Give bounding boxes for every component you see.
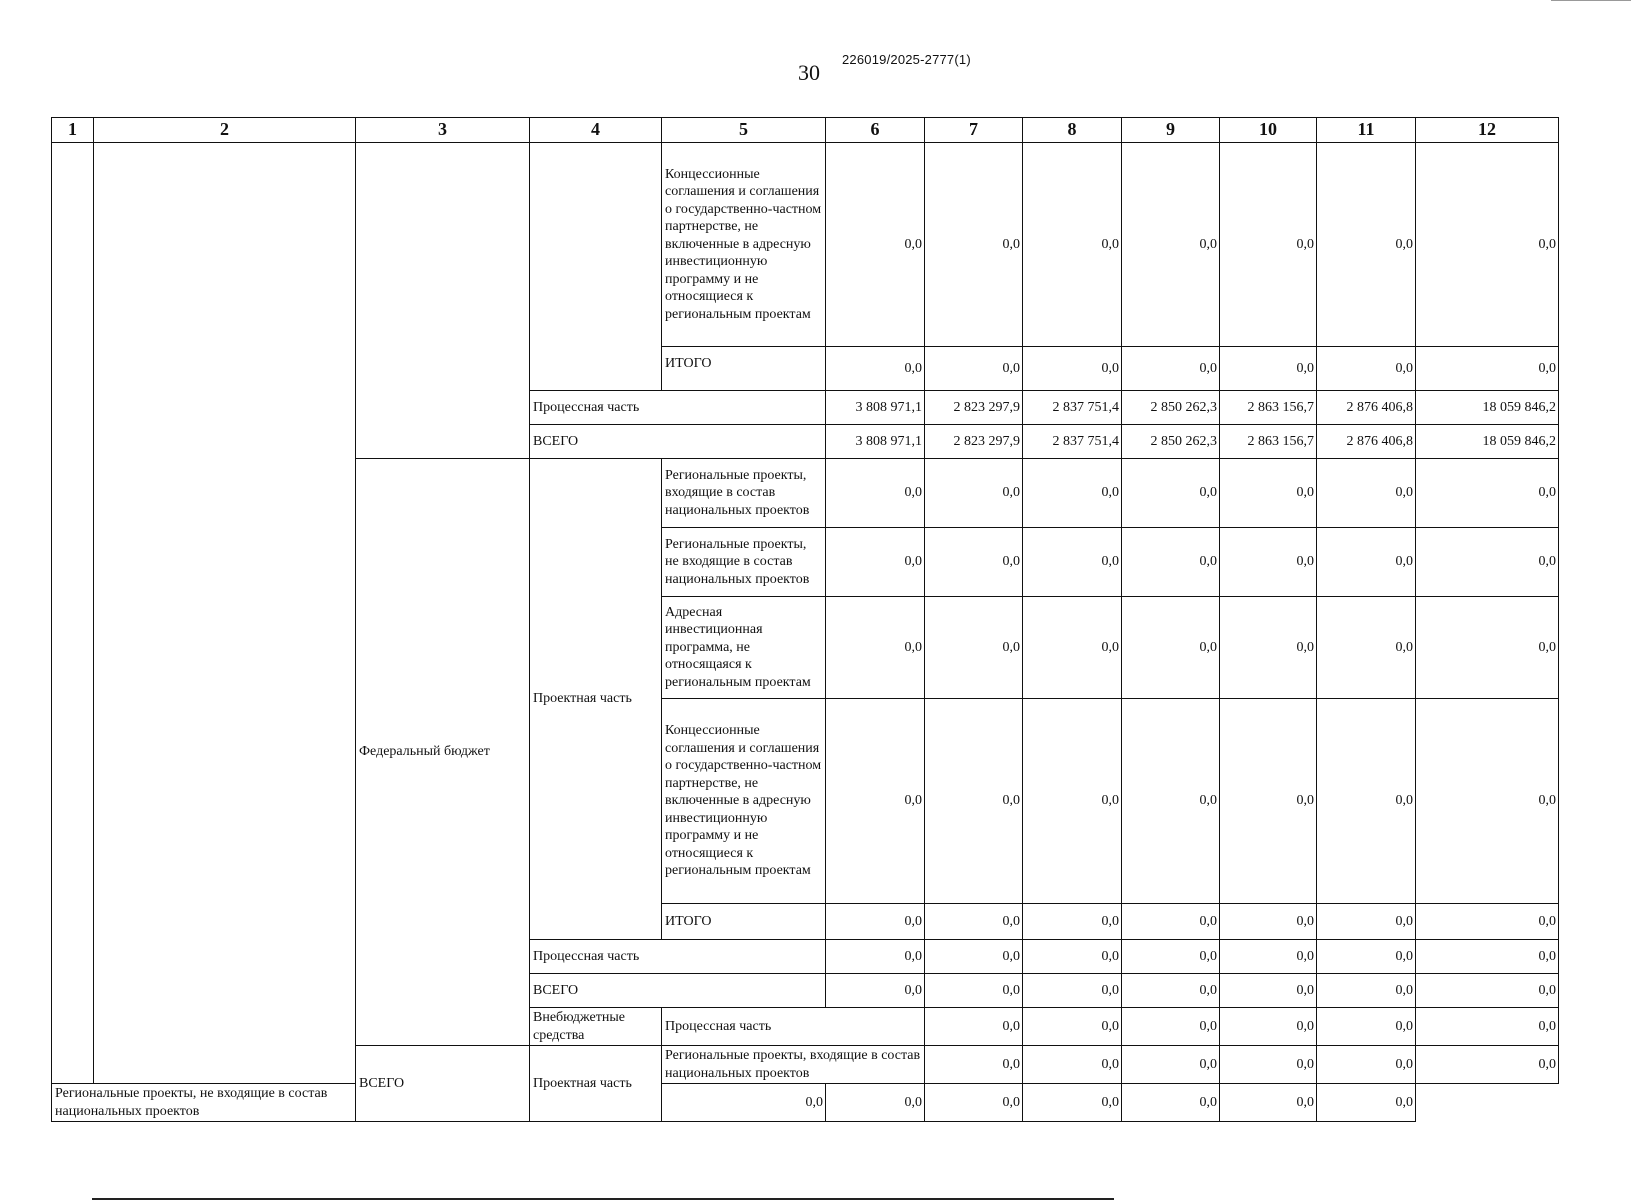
table-cell: 0,0: [925, 597, 1023, 699]
table-cell: 0,0: [826, 597, 925, 699]
table-cell: 0,0: [1122, 904, 1220, 940]
table-cell: 0,0: [1122, 974, 1220, 1008]
table-cell: 0,0: [1416, 904, 1559, 940]
table-cell: 18 059 846,2: [1416, 425, 1559, 459]
table-cell: 2 823 297,9: [925, 391, 1023, 425]
table-cell: 0,0: [1317, 974, 1416, 1008]
table-cell: 0,0: [1122, 940, 1220, 974]
table-cell: 2 863 156,7: [1220, 425, 1317, 459]
table-cell: 0,0: [925, 1084, 1023, 1122]
column-header: 2: [94, 118, 356, 143]
table-cell: 2 850 262,3: [1122, 391, 1220, 425]
table-cell: 0,0: [826, 904, 925, 940]
column-header: 9: [1122, 118, 1220, 143]
row-label: Адресная инвестиционная программа, не относящаяся к региональным проектам: [662, 597, 826, 699]
table-cell: 0,0: [1023, 347, 1122, 391]
table-cell: 2 850 262,3: [1122, 425, 1220, 459]
table-cell: 3 808 971,1: [826, 391, 925, 425]
table-cell: 0,0: [925, 143, 1023, 347]
table-cell: 0,0: [1416, 347, 1559, 391]
table-cell: 0,0: [1317, 699, 1416, 904]
table-cell: 0,0: [1317, 940, 1416, 974]
table-cell: 0,0: [1023, 459, 1122, 528]
table-cell: 2 876 406,8: [1317, 425, 1416, 459]
row-label: Региональные проекты, входящие в состав национальных проектов: [662, 1046, 925, 1084]
top-edge-line: [1551, 0, 1631, 1]
table-cell: 0,0: [1023, 699, 1122, 904]
table-cell: 0,0: [1416, 940, 1559, 974]
part-label: Проектная часть: [530, 459, 662, 940]
column-header: 12: [1416, 118, 1559, 143]
table-cell: 0,0: [1220, 940, 1317, 974]
table-cell: 0,0: [1023, 1084, 1122, 1122]
row-label: Процессная часть: [662, 1008, 925, 1046]
table-row: [52, 1084, 1559, 1122]
budget-table: [51, 117, 1559, 1122]
table-cell: 0,0: [1220, 597, 1317, 699]
table-cell: 0,0: [1220, 459, 1317, 528]
table-cell: 0,0: [1122, 1008, 1220, 1046]
row-label: Концессионные соглашения и соглашения о государственно-частном партнерстве, не включенные в адресную инвестиционную программу и не относящиеся к региональным проектам: [662, 699, 826, 904]
table-cell: 0,0: [1023, 528, 1122, 597]
table-cell: 0,0: [1220, 347, 1317, 391]
row-label: Региональные проекты, не входящие в состав национальных проектов: [52, 1084, 356, 1122]
document-id: 226019/2025-2777(1): [842, 52, 971, 67]
table-cell: 0,0: [1122, 699, 1220, 904]
table-cell: 0,0: [925, 1046, 1023, 1084]
table-cell: 0,0: [1317, 597, 1416, 699]
table-cell: 0,0: [826, 940, 925, 974]
table-cell: 0,0: [1220, 699, 1317, 904]
row-label: ВСЕГО: [530, 425, 826, 459]
table-cell: 0,0: [1317, 347, 1416, 391]
table-cell: 0,0: [1317, 1084, 1416, 1122]
table-cell: 0,0: [1023, 974, 1122, 1008]
table-cell: 0,0: [826, 143, 925, 347]
table-cell: 0,0: [1317, 1046, 1416, 1084]
total-label: ВСЕГО: [356, 1046, 530, 1122]
funding-source-label: Федеральный бюджет: [356, 459, 530, 1046]
table-cell: 0,0: [1122, 459, 1220, 528]
part-label: Проектная часть: [530, 1046, 662, 1122]
table-cell: 2 876 406,8: [1317, 391, 1416, 425]
cell-col2: [94, 143, 356, 1084]
table-cell: 0,0: [1416, 1008, 1559, 1046]
table-cell: 0,0: [826, 347, 925, 391]
table-cell: 0,0: [1317, 904, 1416, 940]
table-cell: 0,0: [1220, 1008, 1317, 1046]
table-cell: 0,0: [1122, 528, 1220, 597]
row-label: ИТОГО: [662, 904, 826, 940]
table-cell: 0,0: [826, 699, 925, 904]
table-cell: 3 808 971,1: [826, 425, 925, 459]
row-label: ИТОГО: [662, 347, 826, 391]
table-cell: 0,0: [925, 974, 1023, 1008]
table-cell: 0,0: [1122, 347, 1220, 391]
table-cell: 0,0: [826, 459, 925, 528]
column-header: 3: [356, 118, 530, 143]
table-cell: 0,0: [1122, 1046, 1220, 1084]
row-label: ВСЕГО: [530, 974, 826, 1008]
table-cell: 0,0: [1416, 974, 1559, 1008]
table-cell: 0,0: [1317, 1008, 1416, 1046]
column-header: 6: [826, 118, 925, 143]
table-cell: 0,0: [1317, 528, 1416, 597]
table-cell: 0,0: [1023, 1008, 1122, 1046]
row-label: Процессная часть: [530, 940, 826, 974]
table-cell: 0,0: [1416, 1046, 1559, 1084]
table-cell: 0,0: [1220, 1046, 1317, 1084]
table-cell: 0,0: [1023, 904, 1122, 940]
column-header: 1: [52, 118, 94, 143]
column-header: 7: [925, 118, 1023, 143]
table-cell: 0,0: [1416, 143, 1559, 347]
table-cell: 0,0: [1416, 597, 1559, 699]
table-cell: 0,0: [826, 974, 925, 1008]
table-cell: 0,0: [1416, 459, 1559, 528]
table-cell: 2 863 156,7: [1220, 391, 1317, 425]
table-cell: 0,0: [1023, 1046, 1122, 1084]
cell-col4: [530, 143, 662, 391]
row-label: Региональные проекты, входящие в состав национальных проектов: [662, 459, 826, 528]
table-cell: 0,0: [662, 1084, 826, 1122]
table-cell: 0,0: [925, 459, 1023, 528]
table-cell: 0,0: [1317, 459, 1416, 528]
table-cell: 0,0: [1122, 1084, 1220, 1122]
table-cell: 2 837 751,4: [1023, 425, 1122, 459]
column-number-row: [52, 118, 1559, 143]
table-cell: 0,0: [1220, 974, 1317, 1008]
table-cell: 0,0: [925, 528, 1023, 597]
cell-col1: [52, 143, 94, 1084]
table-cell: 18 059 846,2: [1416, 391, 1559, 425]
row-label: Региональные проекты, не входящие в состав национальных проектов: [662, 528, 826, 597]
cell-col3: [356, 143, 530, 459]
table-cell: 0,0: [1416, 528, 1559, 597]
column-header: 8: [1023, 118, 1122, 143]
table-cell: 2 823 297,9: [925, 425, 1023, 459]
table-cell: 0,0: [826, 528, 925, 597]
table-cell: 0,0: [1220, 1084, 1317, 1122]
table-cell: 2 837 751,4: [1023, 391, 1122, 425]
table-cell: 0,0: [1317, 143, 1416, 347]
table-cell: 0,0: [925, 904, 1023, 940]
table-cell: 0,0: [1220, 528, 1317, 597]
funding-source-label: Внебюджетные средства: [530, 1008, 662, 1046]
table-cell: 0,0: [1023, 143, 1122, 347]
table-cell: 0,0: [1122, 597, 1220, 699]
column-header: 10: [1220, 118, 1317, 143]
table-cell: 0,0: [925, 940, 1023, 974]
table-cell: 0,0: [826, 1084, 925, 1122]
column-header: 5: [662, 118, 826, 143]
table-cell: 0,0: [1220, 904, 1317, 940]
table-row: [52, 143, 1559, 347]
table-cell: 0,0: [1122, 143, 1220, 347]
table-cell: 0,0: [1220, 143, 1317, 347]
row-label: Концессионные соглашения и соглашения о государственно-частном партнерстве, не включенные в адресную инвестиционную программу и не относящиеся к региональным проектам: [662, 143, 826, 347]
column-header: 11: [1317, 118, 1416, 143]
column-header: 4: [530, 118, 662, 143]
table-cell: 0,0: [1023, 597, 1122, 699]
table-cell: 0,0: [1416, 699, 1559, 904]
table-cell: 0,0: [925, 347, 1023, 391]
table-cell: 0,0: [925, 699, 1023, 904]
table-cell: 0,0: [1023, 940, 1122, 974]
page-number: 30: [798, 60, 820, 85]
row-label: Процессная часть: [530, 391, 826, 425]
table-cell: 0,0: [925, 1008, 1023, 1046]
